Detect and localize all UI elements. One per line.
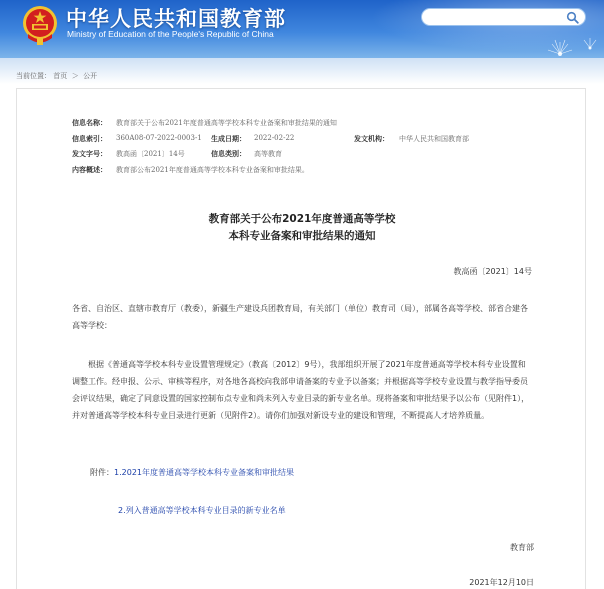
site-title-chinese: 中华人民共和国教育部: [66, 7, 286, 31]
breadcrumb-separator: ＞: [71, 72, 79, 80]
meta-type-label: 信息类别：: [211, 149, 246, 158]
document-title-line2: 本科专业备案和审批结果的通知: [228, 230, 376, 242]
breadcrumb-home-link[interactable]: 首页: [53, 72, 68, 80]
attachment-2-link[interactable]: 2.列入普通高等学校本科专业目录的新专业名单: [118, 506, 286, 515]
signer: 教育部: [510, 543, 534, 552]
sign-date: 2021年12月10日: [469, 578, 534, 587]
meta-summary-value: 教育部公布2021年度普通高等学校本科专业备案和审批结果。: [116, 165, 309, 174]
meta-name-label: 信息名称：: [72, 118, 107, 127]
document-title-line1: 教育部关于公布2021年度普通高等学校: [208, 213, 396, 225]
meta-date-label: 生成日期：: [211, 133, 246, 143]
site-title-english: Ministry of Education of the People's Republic of China: [67, 29, 274, 39]
site-header: [0, 0, 604, 58]
dandelion-decoration-icon: [500, 28, 604, 58]
attachments-label: 附件：: [90, 468, 114, 477]
attachment-line-2: [118, 505, 286, 516]
national-emblem-icon: [22, 4, 58, 46]
meta-index-label: 信息索引：: [72, 133, 107, 143]
meta-type-value: 高等教育: [254, 150, 282, 158]
search-input[interactable]: [421, 8, 586, 26]
meta-docno-label: 发文字号：: [72, 149, 107, 158]
salutation-paragraph: 各省、自治区、直辖市教育厅（教委），新疆生产建设兵团教育局，有关部门（单位）教育司（局），部属各高等学校、部省合建各高等学校：: [72, 304, 528, 330]
attachment-line-1: [90, 467, 294, 478]
meta-org-value: 中华人民共和国教育部: [399, 134, 469, 143]
meta-date-value: 2022-02-22: [254, 133, 295, 142]
meta-docno-value: 教高函〔2021〕14号: [116, 150, 185, 158]
meta-name-value: 教育部关于公布2021年度普通高等学校本科专业备案和审批结果的通知: [116, 119, 337, 127]
meta-index-value: 360A08-07-2022-0003-1: [116, 133, 202, 142]
breadcrumb-current-link[interactable]: 公开: [83, 72, 98, 80]
search-icon[interactable]: [566, 11, 579, 24]
breadcrumb: [16, 71, 97, 81]
meta-summary-label: 内容概述：: [72, 164, 107, 174]
attachment-1-link[interactable]: 1.2021年度普通高等学校本科专业备案和审批结果: [114, 468, 294, 477]
body-paragraph: 根据《普通高等学校本科专业设置管理规定》（教高〔2012〕9号），我部组织开展了2021年度普通高等学校本科专业设置和调整工作。经申报、公示、审核等程序，对各地各高校向我部申请备案的专业予以备案；并根据高等学校专业设置与教学指导委员会评议结果，确定了同意设置的国家控制布点专业和尚未列入专业目录的新专业名单。现将备案和审批结果予以公布（见附件1），并对普通高等学校本科专业目录进行更新（见附件2）。请你们加强对新设专业的建设和管理，不断提高人才培养质量。: [72, 360, 530, 420]
document-metadata: [72, 118, 532, 180]
document-number: 教高函〔2021〕14号: [453, 267, 532, 276]
meta-org-label: 发文机构：: [354, 133, 389, 143]
breadcrumb-prefix: 当前位置：: [16, 72, 51, 80]
